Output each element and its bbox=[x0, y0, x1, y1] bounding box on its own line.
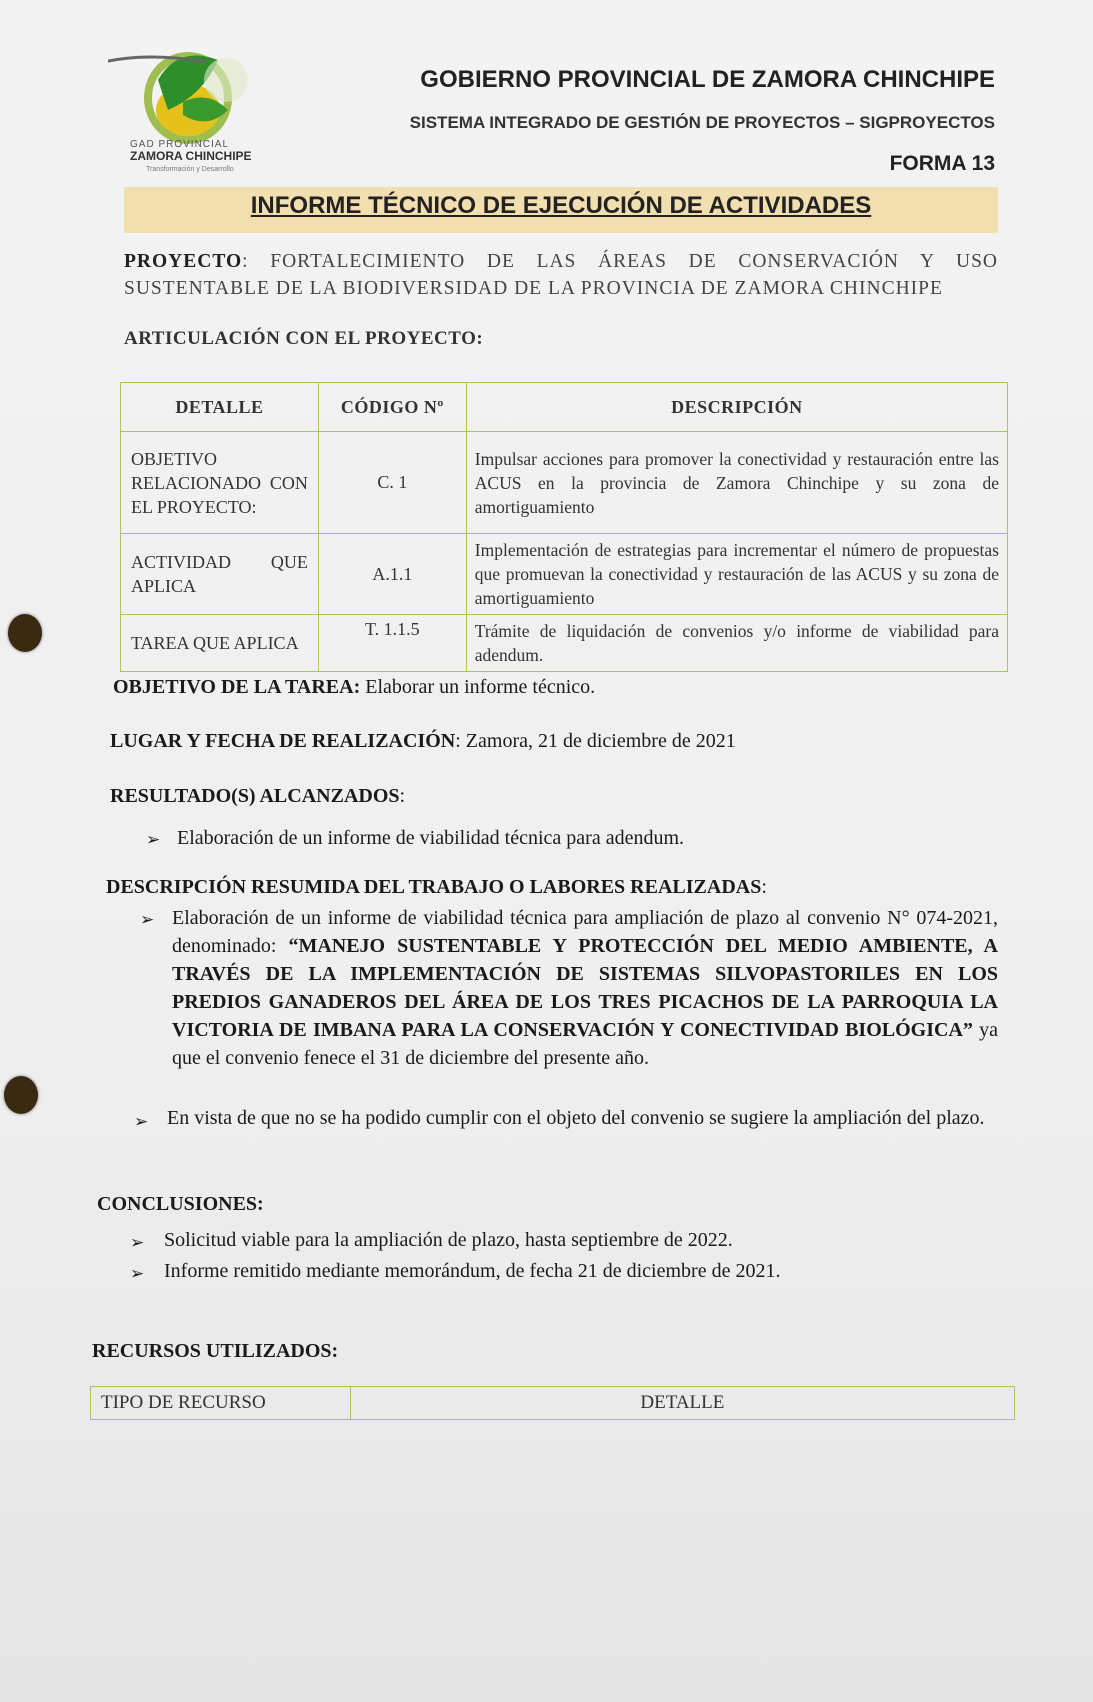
header-codigo: CÓDIGO Nº bbox=[318, 383, 466, 432]
system-title: SISTEMA INTEGRADO DE GESTIÓN DE PROYECTOS – SIGPROYECTOS bbox=[409, 113, 995, 132]
logo-line1: GAD PROVINCIAL bbox=[130, 139, 230, 150]
logo-line2: ZAMORA CHINCHIPE bbox=[130, 149, 252, 163]
row-description: Trámite de liquidación de convenios y/o informe de viabilidad para adendum. bbox=[466, 615, 1007, 672]
row-code: A.1.1 bbox=[318, 534, 466, 615]
articulation-table bbox=[120, 382, 1008, 672]
description-item1-post: ya que el convenio fenece el 31 de diciembre del presente año. bbox=[172, 1019, 998, 1069]
row-description: Implementación de estrategias para incrementar el número de propuestas que promuevan la conectividad y restauración de las ACUS y su zona de amortiguamiento bbox=[466, 534, 1007, 615]
description-item-1 bbox=[172, 904, 998, 1072]
conclusions-section bbox=[97, 1193, 264, 1216]
arrow-bullet-icon: ➢ bbox=[140, 910, 155, 930]
arrow-bullet-icon: ➢ bbox=[134, 1112, 149, 1132]
arrow-bullet-icon: ➢ bbox=[146, 830, 161, 850]
results-label: RESULTADO(S) ALCANZADOS bbox=[110, 785, 400, 807]
project-paragraph: PROYECTO: FORTALECIMIENTO DE LAS ÁREAS DE CONSERVACIÓN Y USO SUSTENTABLE DE LA BIODIVERSIDAD DE LA PROVINCIA DE ZAMORA CHINCHIPE bbox=[124, 251, 998, 299]
row-code: T. 1.1.5 bbox=[318, 615, 466, 672]
results-section: RESULTADO(S) ALCANZADOS: bbox=[110, 785, 406, 807]
header-tipo-recurso: TIPO DE RECURSO bbox=[91, 1387, 351, 1420]
articulation-title: ARTICULACIÓN CON EL PROYECTO: bbox=[124, 328, 484, 349]
resources-section bbox=[92, 1340, 338, 1363]
header-descripcion: DESCRIPCIÓN bbox=[466, 383, 1007, 432]
table-header-row bbox=[121, 383, 1008, 432]
table-row bbox=[121, 432, 1008, 534]
resources-table bbox=[90, 1386, 1015, 1420]
project-name: FORTALECIMIENTO DE LAS ÁREAS DE CONSERVACIÓN Y USO SUSTENTABLE DE LA BIODIVERSIDAD DE LA PROVINCIA DE ZAMORA CHINCHIPE bbox=[124, 251, 998, 299]
row-detail: ACTIVIDAD QUE APLICA bbox=[121, 534, 319, 615]
report-title: INFORME TÉCNICO DE EJECUCIÓN DE ACTIVIDADES bbox=[250, 192, 872, 219]
form-number: FORMA 13 bbox=[889, 152, 995, 175]
logo-line3: Transformación y Desarrollo bbox=[146, 166, 234, 173]
description-item1-pre: Elaboración de un informe de viabilidad técnica para ampliación de plazo al convenio N° 074-2021, denominado: bbox=[172, 907, 998, 957]
task-objective-label: OBJETIVO DE LA TAREA: bbox=[113, 676, 361, 698]
result-item: Elaboración de un informe de viabilidad técnica para adendum. bbox=[177, 827, 685, 849]
arrow-bullet-icon: ➢ bbox=[130, 1233, 145, 1253]
header-detalle: DETALLE bbox=[350, 1387, 1014, 1420]
arrow-bullet-icon: ➢ bbox=[130, 1264, 145, 1284]
conclusion-item: Informe remitido mediante memorándum, de fecha 21 de diciembre de 2021. bbox=[164, 1260, 781, 1282]
place-date-label: LUGAR Y FECHA DE REALIZACIÓN bbox=[110, 730, 456, 752]
description-label: DESCRIPCIÓN RESUMIDA DEL TRABAJO O LABORES REALIZADAS bbox=[106, 876, 762, 898]
description-item-2: En vista de que no se ha podido cumplir con el objeto del convenio se sugiere la ampliación del plazo. bbox=[167, 1107, 985, 1129]
punch-hole-bottom bbox=[4, 1076, 38, 1114]
row-code: C. 1 bbox=[318, 432, 466, 534]
place-date-value: Zamora, 21 de diciembre de 2021 bbox=[465, 730, 736, 752]
row-detail: TAREA QUE APLICA bbox=[121, 615, 319, 672]
task-objective-value: Elaborar un informe técnico. bbox=[365, 676, 596, 698]
conclusions-label: CONCLUSIONES: bbox=[97, 1193, 264, 1215]
agreement-name: “MANEJO SUSTENTABLE Y PROTECCIÓN DEL MEDIO AMBIENTE, A TRAVÉS DE LA IMPLEMENTACIÓN DE SISTEMAS SILVOPASTORILES EN LOS PREDIOS GANADEROS DEL ÁREA DE LOS TRES PICACHOS DE LA PARROQUIA LA VICTORIA DE IMBANA PARA LA CONSERVACIÓN Y CONECTIVIDAD BIOLÓGICA” bbox=[172, 935, 998, 1041]
conclusion-item: Solicitud viable para la ampliación de plazo, hasta septiembre de 2022. bbox=[164, 1229, 733, 1251]
row-detail: OBJETIVO RELACIONADO CON EL PROYECTO: bbox=[121, 432, 319, 534]
place-date: LUGAR Y FECHA DE REALIZACIÓN: Zamora, 21 de diciembre de 2021 bbox=[110, 730, 736, 752]
punch-hole-top bbox=[8, 614, 42, 652]
row-description: Impulsar acciones para promover la conectividad y restauración entre las ACUS en la provincia de Zamora Chinchipe y su zona de amortiguamiento bbox=[466, 432, 1007, 534]
task-objective bbox=[113, 676, 595, 699]
table-row bbox=[121, 615, 1008, 672]
project-label: PROYECTO bbox=[124, 251, 243, 272]
table-header-row bbox=[91, 1387, 1015, 1420]
resources-label: RECURSOS UTILIZADOS: bbox=[92, 1340, 339, 1362]
header-detalle: DETALLE bbox=[121, 383, 319, 432]
description-section: DESCRIPCIÓN RESUMIDA DEL TRABAJO O LABORES REALIZADAS: bbox=[106, 876, 767, 898]
table-row bbox=[121, 534, 1008, 615]
government-title: GOBIERNO PROVINCIAL DE ZAMORA CHINCHIPE bbox=[420, 66, 995, 93]
